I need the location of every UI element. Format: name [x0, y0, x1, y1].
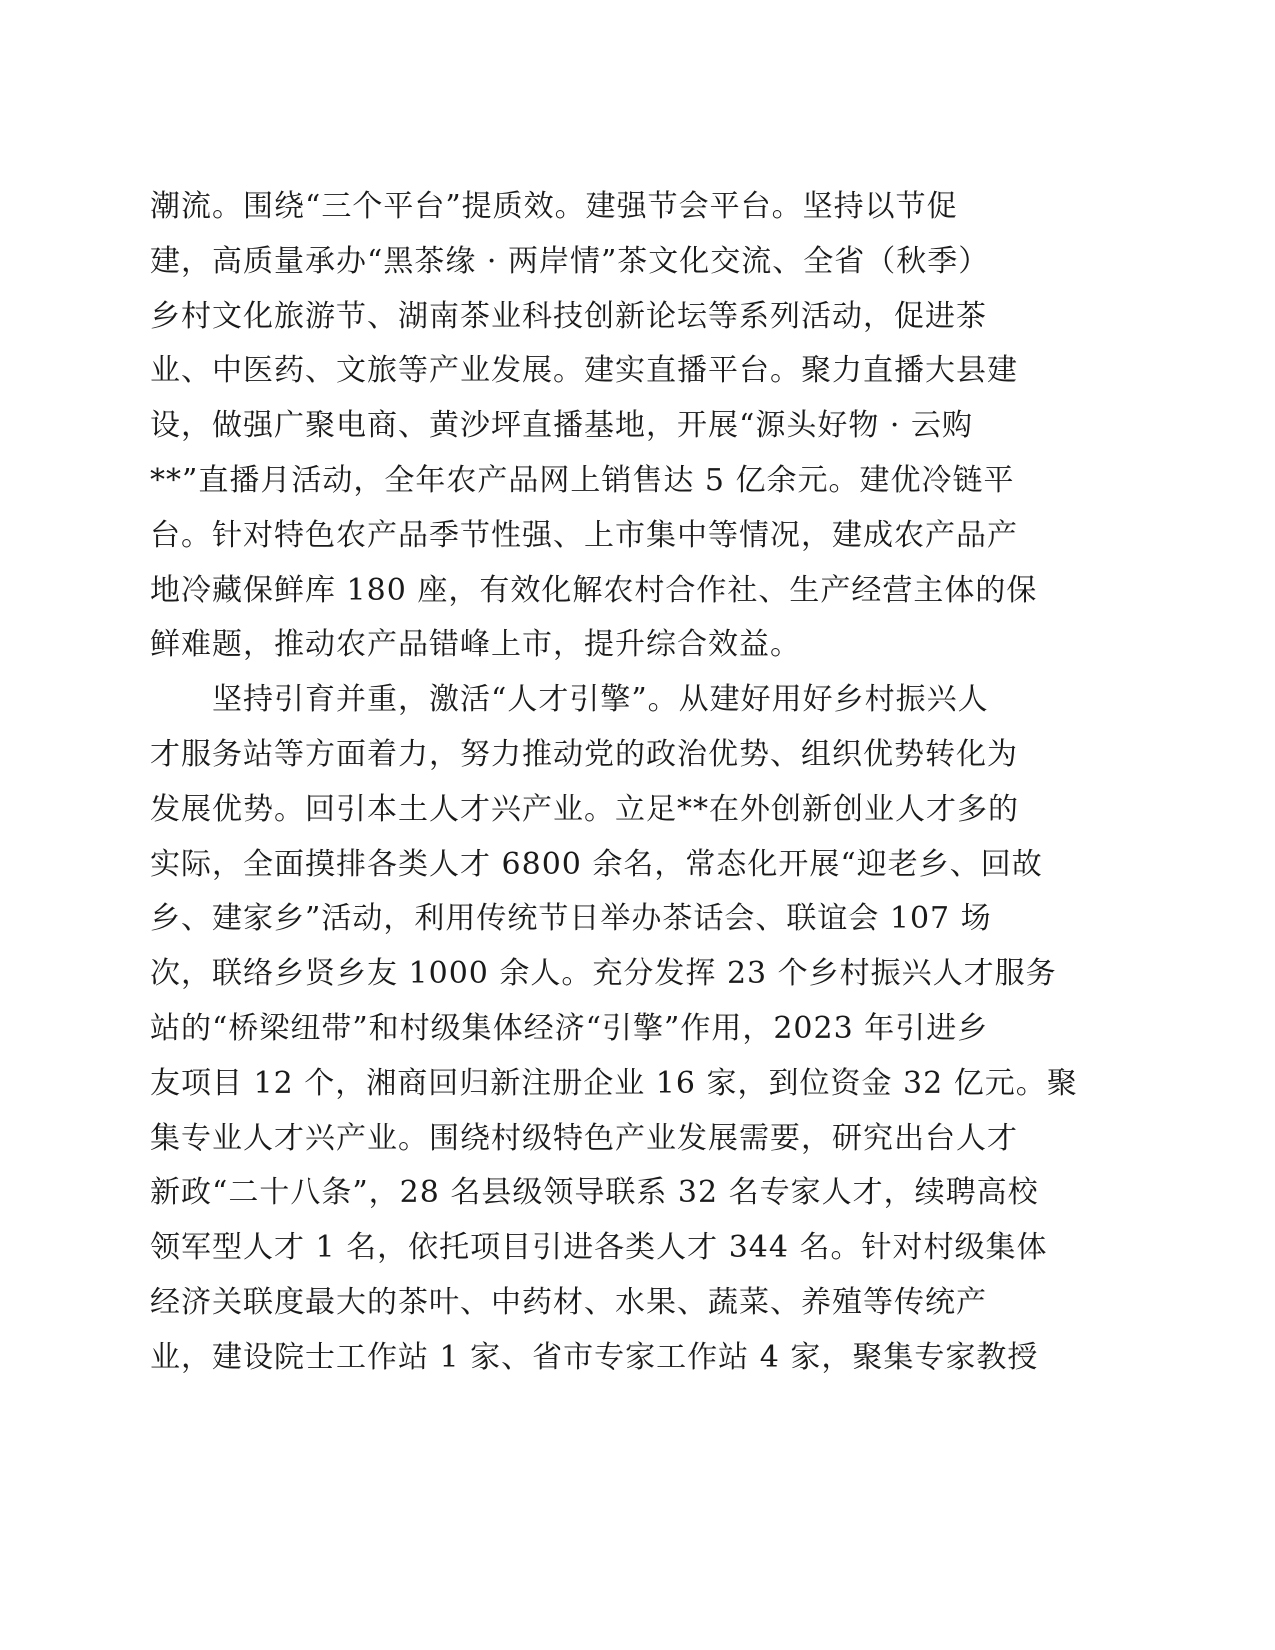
paragraph-start-line: 坚持引育并重，激活“人才引擎”。从建好用好乡村振兴人	[212, 682, 989, 718]
text-line-21: 经济关联度最大的茶叶、中药材、水果、蔬菜、养殖等传统产	[150, 1284, 987, 1320]
text-line-16: 站的“桥梁纽带”和村级集体经济“引擎”作用，2023 年引进乡	[150, 1010, 989, 1046]
body-text	[150, 180, 1080, 1386]
text-line-9: 鲜难题，推动农产品错峰上市，提升综合效益。	[150, 627, 801, 663]
text-line-6: **”直播月活动，全年农产品网上销售达 5 亿余元。建优冷链平	[150, 462, 1015, 498]
text-line-12: 发展优势。回引本土人才兴产业。立足**在外创新创业人才多的	[150, 791, 1019, 827]
text-line-15: 次，联络乡贤乡友 1000 余人。充分发挥 23 个乡村振兴人才服务	[150, 956, 1057, 992]
text-line-1: 潮流。围绕“三个平台”提质效。建强节会平台。坚持以节促	[150, 189, 958, 224]
text-line-11: 才服务站等方面着力，努力推动党的政治优势、组织优势转化为	[150, 736, 1018, 772]
text-line-5: 设，做强广聚电商、黄沙坪直播基地，开展“源头好物 · 云购	[150, 408, 973, 444]
text-line-19: 新政“二十八条”，28 名县级领导联系 32 名专家人才，续聘高校	[150, 1175, 1039, 1211]
text-line-20: 领军型人才 1 名，依托项目引进各类人才 344 名。针对村级集体	[150, 1230, 1048, 1266]
text-line-2: 建，高质量承办“黑茶缘 · 两岸情”茶文化交流、全省（秋季）	[150, 243, 990, 279]
text-line-4: 业、中医药、文旅等产业发展。建实直播平台。聚力直播大县建	[150, 353, 1018, 389]
text-line-14: 乡、建家乡”活动，利用传统节日举办茶话会、联谊会 107 场	[150, 901, 992, 937]
text-line-3: 乡村文化旅游节、湖南茶业科技创新论坛等系列活动，促进茶	[150, 298, 987, 334]
text-line-13: 实际，全面摸排各类人才 6800 余名，常态化开展“迎老乡、回故	[150, 846, 1043, 882]
text-line-8: 地冷藏保鲜库 180 座，有效化解农村合作社、生产经营主体的保	[150, 572, 1038, 608]
text-line-17: 友项目 12 个，湘商回归新注册企业 16 家，到位资金 32 亿元。聚	[150, 1065, 1078, 1101]
text-line-18: 集专业人才兴产业。围绕村级特色产业发展需要，研究出台人才	[150, 1120, 1018, 1156]
text-line-22: 业，建设院士工作站 1 家、省市专家工作站 4 家，聚集专家教授	[150, 1339, 1039, 1375]
text-line-7: 台。针对特色农产品季节性强、上市集中等情况，建成农产品产	[150, 517, 1018, 553]
